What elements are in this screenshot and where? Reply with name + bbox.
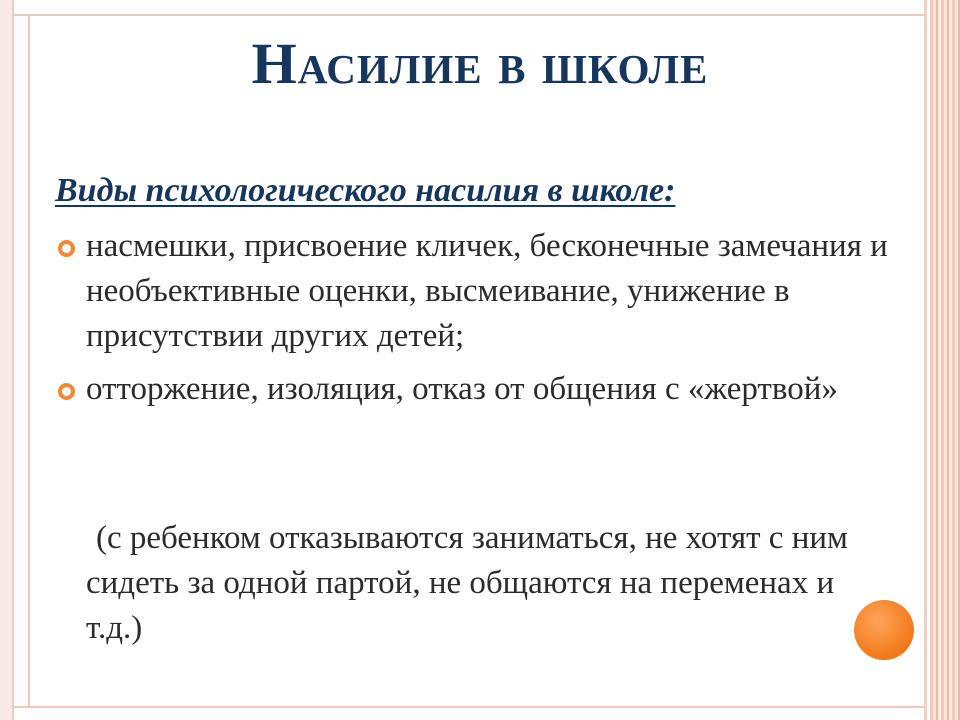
circle-bullet-icon — [58, 383, 75, 400]
bullet-list — [58, 224, 908, 420]
slide-subtitle: Виды психологического насилия в школе: — [55, 172, 676, 209]
right-decorative-border — [930, 0, 960, 720]
list-item — [58, 367, 908, 412]
frame-top-line — [14, 0, 924, 16]
note-text: (с ребенком отказываются заниматься, не хотят с ним сидеть за одной партой, не общаются на переменах и т.д.) — [86, 520, 848, 646]
slide-title: Насилие в школе — [251, 31, 709, 96]
orange-circle-decoration — [854, 600, 914, 660]
left-decorative-border — [0, 0, 14, 720]
list-item — [58, 224, 908, 359]
frame-left-line — [28, 14, 30, 708]
list-item-text: отторжение, изоляция, отказ от общения с «жертвой» — [86, 371, 838, 407]
circle-bullet-icon — [58, 240, 75, 257]
list-item-text: насмешки, присвоение кличек, бесконечные замечания и необъективные оценки, высмеивание, унижение в присутствии других детей; — [86, 228, 888, 354]
frame-bottom-line — [14, 706, 924, 708]
